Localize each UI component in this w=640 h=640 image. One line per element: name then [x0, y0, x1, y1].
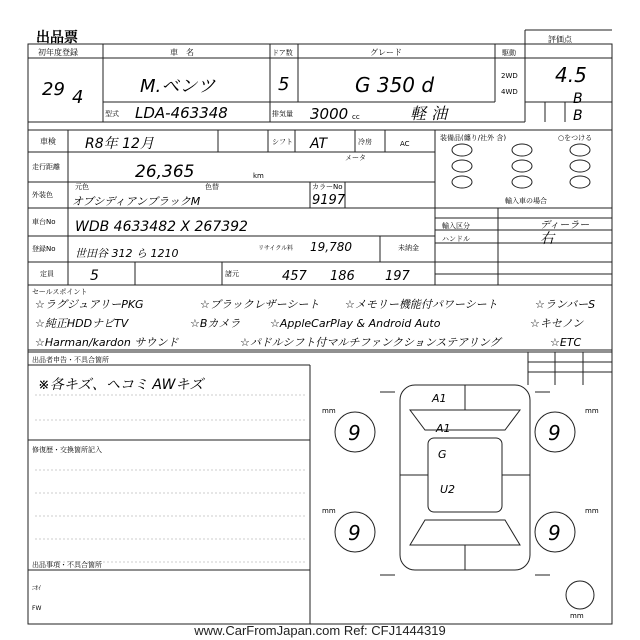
sales-point: ☆AppleCarPlay & Android Auto	[270, 317, 441, 330]
sales-point: ☆Harman/kardon サウンド	[35, 336, 179, 349]
label-import: 輸入車の場合	[505, 197, 547, 205]
value-displacement: 3000	[310, 105, 349, 123]
label-ac: 冷房	[358, 138, 372, 146]
value-car-name: M.ベンツ	[140, 76, 216, 97]
label-year: 初年度登録	[38, 48, 78, 57]
label-car-name: 車 名	[170, 48, 194, 57]
label-remarks: 出品事項・不具合箇所	[32, 561, 102, 569]
label-grade: グレード	[370, 48, 402, 57]
value-chassis-no: WDB 4633482 X 267392	[75, 219, 248, 235]
label-repair: 修復歴・交換箇所記入	[32, 446, 102, 454]
label-mileage: 走行距離	[32, 163, 60, 171]
sales-point: ☆純正HDDナビTV	[35, 317, 129, 330]
value-year: 29	[42, 79, 65, 100]
car-diagram	[380, 385, 550, 575]
source-watermark: www.CarFromJapan.com Ref: CFJ1444319	[194, 623, 446, 638]
value-doors: 5	[278, 74, 290, 95]
value-mileage-unit: km	[253, 172, 264, 180]
value-ac: AC	[400, 140, 410, 148]
label-defects: 出品者申告・不具合箇所	[32, 356, 109, 364]
value-displacement-unit: cc	[352, 113, 360, 121]
tire-fr-grade: 9	[548, 421, 561, 445]
tire-fl-grade: 9	[348, 421, 361, 445]
label-color-no: 色替	[205, 183, 219, 191]
label-capacity: 定員	[40, 270, 54, 278]
label-chassis: 車台No	[32, 218, 56, 226]
label-displacement: 排気量	[272, 110, 293, 118]
value-mileage: 26,365	[135, 162, 195, 182]
label-registration: 登録No	[32, 245, 56, 253]
sales-point: ☆キセノン	[530, 317, 584, 330]
label-equipment-note: ○をつける	[558, 134, 593, 142]
label-equipment: 装備品(纏り/社外 含)	[440, 134, 507, 142]
label-fw: FW	[32, 605, 42, 612]
label-dimensions: 諸元	[225, 270, 239, 278]
value-interior-score: B	[573, 91, 583, 107]
sales-point: ☆ラグジュアリーPKG	[35, 298, 144, 311]
damage-u2: U2	[440, 483, 456, 496]
label-score: 評価点	[548, 35, 572, 44]
label-inspection: 車検	[40, 137, 56, 146]
label-import-type: 輸入区分	[442, 222, 470, 230]
sales-point: ☆Bカメラ	[190, 317, 241, 330]
label-exterior-color: 外装色	[32, 191, 53, 199]
value-height: 197	[385, 269, 410, 284]
value-model-code: LDA-463348	[135, 104, 228, 122]
value-exterior-color: オブシディアンブラックM	[72, 195, 201, 208]
mm-label: mm	[322, 407, 336, 415]
label-model: 型式	[105, 110, 119, 118]
value-color-code: 9197	[312, 193, 346, 208]
value-steering: 右	[540, 231, 554, 247]
mm-label: mm	[585, 507, 599, 515]
value-capacity: 5	[90, 268, 99, 284]
sales-point: ☆ランバーS	[535, 298, 596, 311]
label-sales-points: セールスポイント	[32, 288, 88, 296]
value-recycle-fee: 19,780	[310, 240, 352, 254]
drive-4wd: 4WD	[501, 88, 518, 96]
value-month: 4	[72, 87, 84, 108]
value-import-type: ディーラー	[540, 220, 590, 231]
damage-a1-hood: A1	[436, 422, 451, 435]
label-shift: シフト	[272, 138, 293, 146]
label-color-code: カラーNo	[312, 183, 343, 191]
label-recycle-status: 未納金	[398, 244, 419, 252]
spare-tire	[566, 581, 594, 609]
label-recycle: リサイクル料	[258, 245, 294, 252]
value-registration-no: 世田谷 312 ら 1210	[75, 247, 179, 260]
label-drive: 駆動	[502, 49, 516, 57]
sales-point: ☆ブラックレザーシート	[200, 298, 320, 311]
value-inspection: R8年 12月	[85, 136, 154, 152]
value-fuel: 軽 油	[410, 104, 448, 123]
value-length: 457	[282, 269, 307, 284]
label-meter: メータ	[345, 154, 366, 162]
label-original-color: 元色	[75, 183, 89, 191]
tire-rl-grade: 9	[348, 521, 361, 545]
mm-label: mm	[585, 407, 599, 415]
value-exterior-score: B	[573, 108, 583, 124]
damage-g: G	[438, 448, 447, 461]
drive-2wd: 2WD	[501, 72, 518, 80]
label-smell: ﾆｵｲ	[32, 585, 42, 592]
sales-point: ☆メモリー機能付パワーシート	[345, 298, 498, 311]
label-steering: ハンドル	[442, 235, 470, 243]
value-score: 4.5	[555, 63, 587, 87]
sales-point: ☆ETC	[550, 336, 582, 349]
value-defects: ※各キズ、ヘコミ AWキズ	[38, 377, 204, 393]
value-width: 186	[330, 269, 355, 284]
value-shift: AT	[310, 136, 328, 152]
value-grade: G 350 d	[355, 73, 435, 97]
label-doors: ドア数	[272, 49, 293, 57]
tire-rr-grade: 9	[548, 521, 561, 545]
damage-a1-front: A1	[432, 392, 447, 405]
sheet-title: 出品票	[36, 30, 78, 46]
mm-label: mm	[570, 612, 584, 620]
mm-label: mm	[322, 507, 336, 515]
sales-point: ☆パドルシフト付マルチファンクションステアリング	[240, 336, 501, 349]
